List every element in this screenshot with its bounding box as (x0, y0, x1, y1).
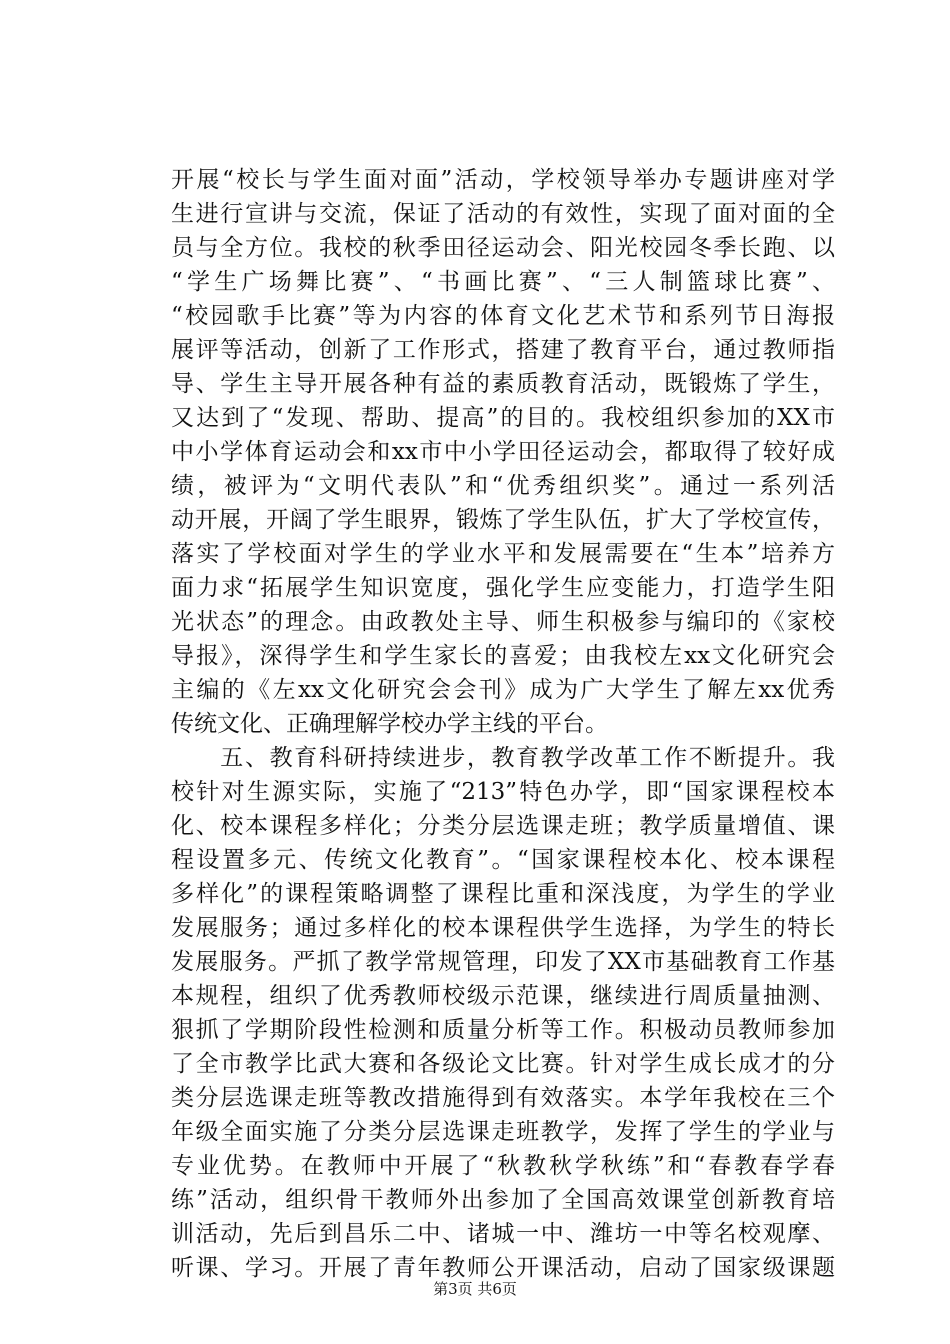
text-line: 传统文化、正确理解学校办学主线的平台。 (171, 711, 608, 737)
text-line: 专业优势。在教师中开展了“秋教秋学秋练”和“春教春学春 (171, 1153, 835, 1179)
text-line: 年级全面实施了分类分层选课走班教学，发挥了学生的学业与 (171, 1119, 835, 1145)
text-line: 开展“校长与学生面对面”活动，学校领导举办专题讲座对学 (171, 167, 835, 193)
text-line: 了全市教学比武大赛和各级论文比赛。针对学生成长成才的分 (171, 1051, 835, 1077)
text-line: 展评等活动，创新了工作形式，搭建了教育平台，通过教师指 (171, 337, 835, 363)
text-line: 主编的《左xx文化研究会会刊》成为广大学生了解左xx优秀 (171, 677, 835, 703)
text-line: 校针对生源实际，实施了“213”特色办学，即“国家课程校本 (171, 779, 835, 805)
text-line: 程设置多元、传统文化教育”。“国家课程校本化、校本课程 (171, 847, 835, 873)
text-line: 生进行宣讲与交流，保证了活动的有效性，实现了面对面的全 (171, 201, 835, 227)
text-line: 练”活动，组织骨干教师外出参加了全国高效课堂创新教育培 (171, 1187, 835, 1213)
text-line: “校园歌手比赛”等为内容的体育文化艺术节和系列节日海报 (171, 303, 835, 329)
text-line: 训活动，先后到昌乐二中、诸城一中、潍坊一中等名校观摩、 (171, 1221, 835, 1247)
text-line: 面力求“拓展学生知识宽度，强化学生应变能力，打造学生阳 (171, 575, 835, 601)
text-line: 导、学生主导开展各种有益的素质教育活动，既锻炼了学生， (171, 371, 835, 397)
text-line: “学生广场舞比赛”、“书画比赛”、“三人制篮球比赛”、 (171, 269, 835, 295)
text-line: 导报》，深得学生和学生家长的喜爱；由我校左xx文化研究会 (171, 643, 835, 669)
text-line: 发展服务。严抓了教学常规管理，印发了XX市基础教育工作基 (171, 949, 835, 975)
text-line: 五、教育科研持续进步，教育教学改革工作不断提升。我 (171, 745, 835, 771)
text-line: 听课、学习。开展了青年教师公开课活动，启动了国家级课题 (171, 1255, 835, 1281)
text-line: 类分层选课走班等教改措施得到有效落实。本学年我校在三个 (171, 1085, 835, 1111)
text-line: 本规程，组织了优秀教师校级示范课，继续进行周质量抽测、 (171, 983, 835, 1009)
text-line: 化、校本课程多样化；分类分层选课走班；教学质量增值、课 (171, 813, 835, 839)
text-line: 员与全方位。我校的秋季田径运动会、阳光校园冬季长跑、以 (171, 235, 835, 261)
text-line: 中小学体育运动会和xx市中小学田径运动会，都取得了较好成 (171, 439, 835, 465)
page-number: 第3页 共6页 (433, 1280, 517, 1298)
text-line: 多样化”的课程策略调整了课程比重和深浅度，为学生的学业 (171, 881, 835, 907)
text-line: 又达到了“发现、帮助、提高”的目的。我校组织参加的XX市 (171, 405, 835, 431)
text-line: 落实了学校面对学生的学业水平和发展需要在“生本”培养方 (171, 541, 835, 567)
text-line: 发展服务；通过多样化的校本课程供学生选择，为学生的特长 (171, 915, 835, 941)
text-line: 动开展，开阔了学生眼界，锻炼了学生队伍，扩大了学校宣传， (171, 507, 835, 533)
text-line: 光状态”的理念。由政教处主导、师生积极参与编印的《家校 (171, 609, 835, 635)
text-line: 绩，被评为“文明代表队”和“优秀组织奖”。通过一系列活 (171, 473, 835, 499)
body-text (171, 163, 835, 1285)
text-line: 狠抓了学期阶段性检测和质量分析等工作。积极动员教师参加 (171, 1017, 835, 1043)
